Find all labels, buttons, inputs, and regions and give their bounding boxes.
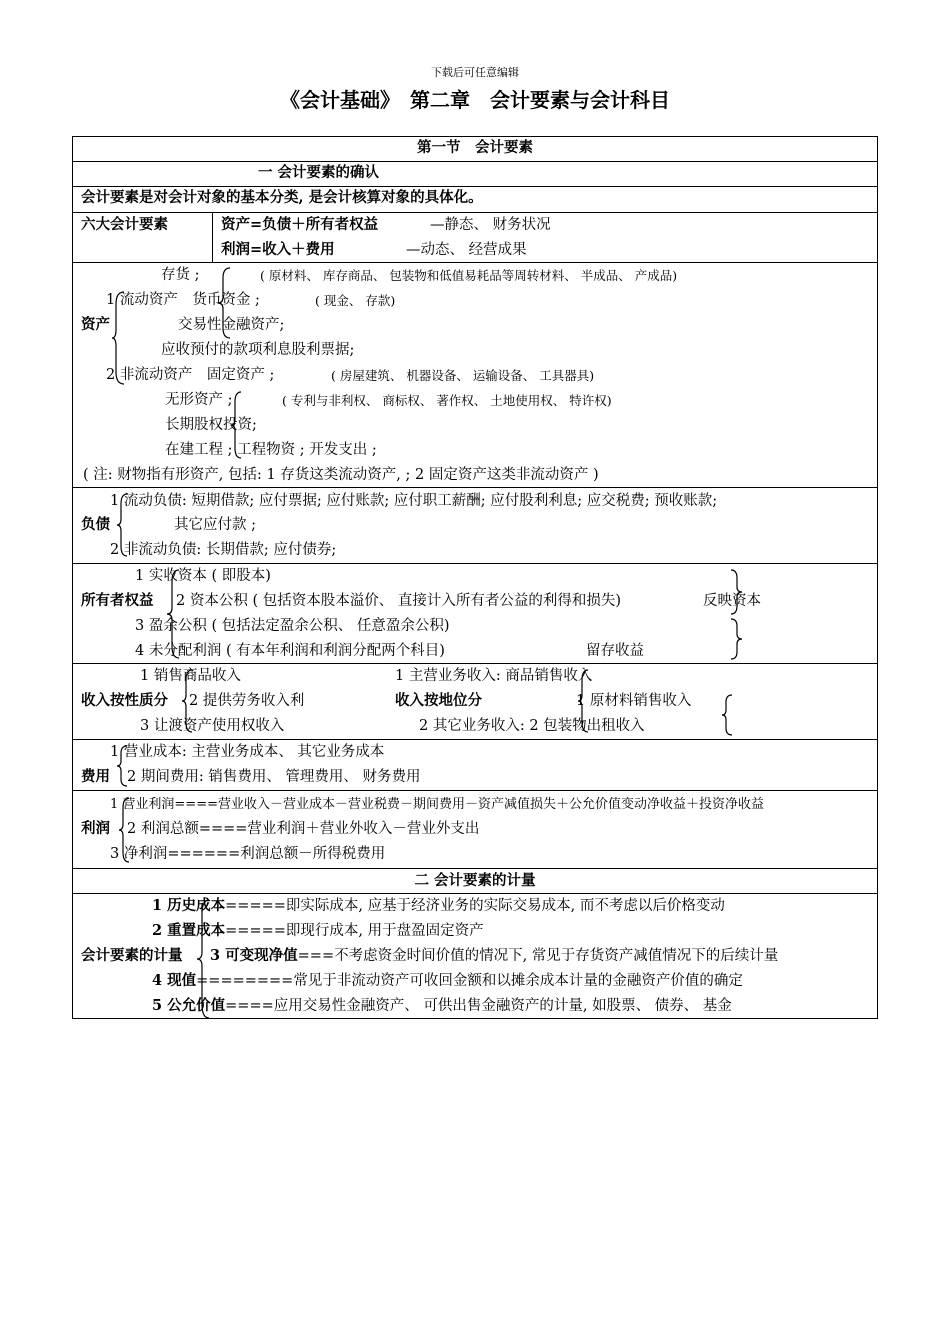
assets-note: ( 现金、 存款): [315, 293, 396, 308]
right-brace-icon: [731, 619, 743, 659]
measurement-line: [210, 949, 778, 964]
revenue-position-label: 收入按地位分: [395, 692, 482, 709]
assets-line: 无形资产 ;: [165, 392, 233, 408]
left-brace-icon: [119, 798, 131, 862]
measurement-desc: ===不考虑资金时间价值的情况下, 常见于存货资产减值情况下的后续计量: [297, 948, 779, 964]
measurement-heading: 二 会计要素的计量: [414, 872, 536, 889]
row-divider: [72, 262, 878, 263]
measurement-desc: ====应用交易性金融资产、 可供出售金融资产的计量, 如股票、 债券、 基金: [225, 998, 732, 1014]
revenue-line: 1 销售商品收入: [140, 668, 241, 684]
column-divider: [212, 212, 213, 262]
row-divider: [72, 868, 878, 869]
left-brace-icon: [231, 392, 243, 458]
equity-line: 3 盈余公积 ( 包括法定盈余公积、 任意盈余公积): [135, 618, 450, 634]
measurement-line: [152, 974, 743, 989]
six-elements-label: 六大会计要素: [81, 216, 168, 233]
row-divider: [72, 790, 878, 791]
profit-line: 3 净利润======利润总额－所得税费用: [110, 846, 386, 862]
assets-note: ( 原材料、 库存商品、 包装物和低值易耗品等周转材料、 半成品、 产成品): [260, 268, 678, 283]
measurement-line: [152, 999, 732, 1014]
left-brace-icon: [722, 695, 734, 735]
left-brace-icon: [167, 570, 181, 658]
left-brace-icon: [117, 746, 129, 786]
expenses-label: 费用: [81, 768, 110, 785]
row-divider: [72, 893, 878, 894]
liabilities-line: 2 非流动负债: 长期借款; 应付债券;: [110, 542, 337, 558]
equity-line: 2 资本公积 ( 包括资本股本溢价、 直接计入所有者公益的利得和损失): [176, 593, 621, 609]
left-brace-icon: [182, 670, 194, 732]
equity-label: 所有者权益: [81, 592, 154, 609]
liabilities-line: 1 流动负债: 短期借款; 应付票据; 应付账款; 应付职工薪酬; 应付股利利息; 应交税费; 预收账款;: [110, 493, 718, 509]
expenses-line: 1 营业成本: 主营业务成本、 其它业务成本: [110, 744, 385, 760]
equation-dynamic: 利润=收入＋费用: [221, 241, 335, 258]
measurement-desc: =====即现行成本, 用于盘盈固定资产: [225, 923, 484, 939]
revenue-line: 1 原材料销售收入: [576, 693, 692, 709]
page-title: 《会计基础》 第二章 会计要素与会计科目: [280, 88, 670, 112]
row-divider: [72, 563, 878, 564]
equation-static-note: —静态、 财务状况: [430, 217, 551, 233]
liabilities-line: 其它应付款 ;: [174, 517, 256, 533]
row-divider: [72, 739, 878, 740]
profit-label: 利润: [81, 820, 110, 837]
assets-line: 交易性金融资产;: [178, 317, 285, 333]
subsection-heading: 一 会计要素的确认: [258, 164, 380, 181]
section-heading: 第一节 会计要素: [417, 139, 533, 156]
assets-line: 长期股权投资;: [165, 417, 257, 433]
profit-line: 1 营业利润====营业收入－营业成本－营业税费－期间费用－资产减值损失＋公允价值变动净收益＋投资净收益: [110, 797, 764, 812]
measurement-term: 2 重置成本: [152, 922, 226, 939]
revenue-line: 3 让渡资产使用权收入: [140, 718, 285, 734]
header-note: 下载后可任意编辑: [431, 66, 519, 79]
row-divider: [72, 186, 878, 187]
left-brace-icon: [218, 268, 232, 338]
measurement-term: 5 公允价值: [152, 997, 226, 1014]
assets-label: 资产: [81, 316, 110, 333]
equity-group-label: 反映资本: [703, 593, 761, 609]
liabilities-label: 负债: [81, 516, 110, 533]
row-divider: [72, 487, 878, 488]
assets-line: 应收预付的款项利息股利票据;: [161, 342, 355, 358]
right-brace-icon: [731, 570, 743, 614]
measurement-label: 会计要素的计量: [81, 947, 183, 964]
measurement-line: [152, 899, 725, 914]
assets-line: 2 非流动资产 固定资产 ;: [106, 367, 275, 383]
row-divider: [72, 663, 878, 664]
equity-line: 4 未分配利润 ( 有本年利润和利润分配两个科目): [135, 643, 445, 659]
expenses-line: 2 期间费用: 销售费用、 管理费用、 财务费用: [127, 769, 421, 785]
equation-static: 资产=负债＋所有者权益: [221, 216, 379, 233]
revenue-line: 2 提供劳务收入利: [189, 693, 305, 709]
row-divider: [72, 212, 878, 213]
measurement-term: 3 可变现净值: [210, 947, 298, 964]
revenue-line: 2 其它业务收入: 2 包装物出租收入: [419, 718, 645, 734]
left-brace-icon: [197, 900, 211, 1018]
assets-line: 在建工程 ; 工程物资 ; 开发支出 ;: [165, 442, 377, 458]
left-brace-icon: [117, 494, 129, 556]
left-brace-icon: [112, 292, 126, 384]
measurement-desc: =====即实际成本, 应基于经济业务的实际交易成本, 而不考虑以后价格变动: [225, 898, 725, 914]
assets-note: ( 房屋建筑、 机器设备、 运输设备、 工具器具): [331, 368, 595, 383]
equity-group-label: 留存收益: [586, 643, 644, 659]
measurement-desc: ========常见于非流动资产可收回金额和以摊余成本计量的金融资产价值的确定: [196, 973, 743, 989]
assets-note: ( 专利与非利权、 商标权、 著作权、 土地使用权、 特许权): [282, 393, 612, 408]
definition-text: 会计要素是对会计对象的基本分类, 是会计核算对象的具体化。: [81, 189, 483, 206]
assets-line: 存货 ;: [161, 267, 200, 283]
equation-dynamic-note: —动态、 经营成果: [406, 242, 527, 258]
revenue-line: 1 主营业务收入: 商品销售收入: [395, 668, 593, 684]
assets-footnote: ( 注: 财物指有形资产, 包括: 1 存货这类流动资产, ; 2 固定资产这类非流动资产 ): [83, 467, 599, 483]
equity-line: 1 实收资本 ( 即股本): [135, 568, 271, 584]
assets-line: 1 流动资产 货币资金 ;: [106, 292, 260, 308]
revenue-nature-label: 收入按性质分: [81, 692, 168, 709]
measurement-term: 4 现值: [152, 972, 197, 989]
measurement-term: 1 历史成本: [152, 897, 226, 914]
profit-line: 2 利润总额====营业利润＋营业外收入－营业外支出: [127, 821, 480, 837]
row-divider: [72, 161, 878, 162]
left-brace-icon: [578, 670, 590, 732]
